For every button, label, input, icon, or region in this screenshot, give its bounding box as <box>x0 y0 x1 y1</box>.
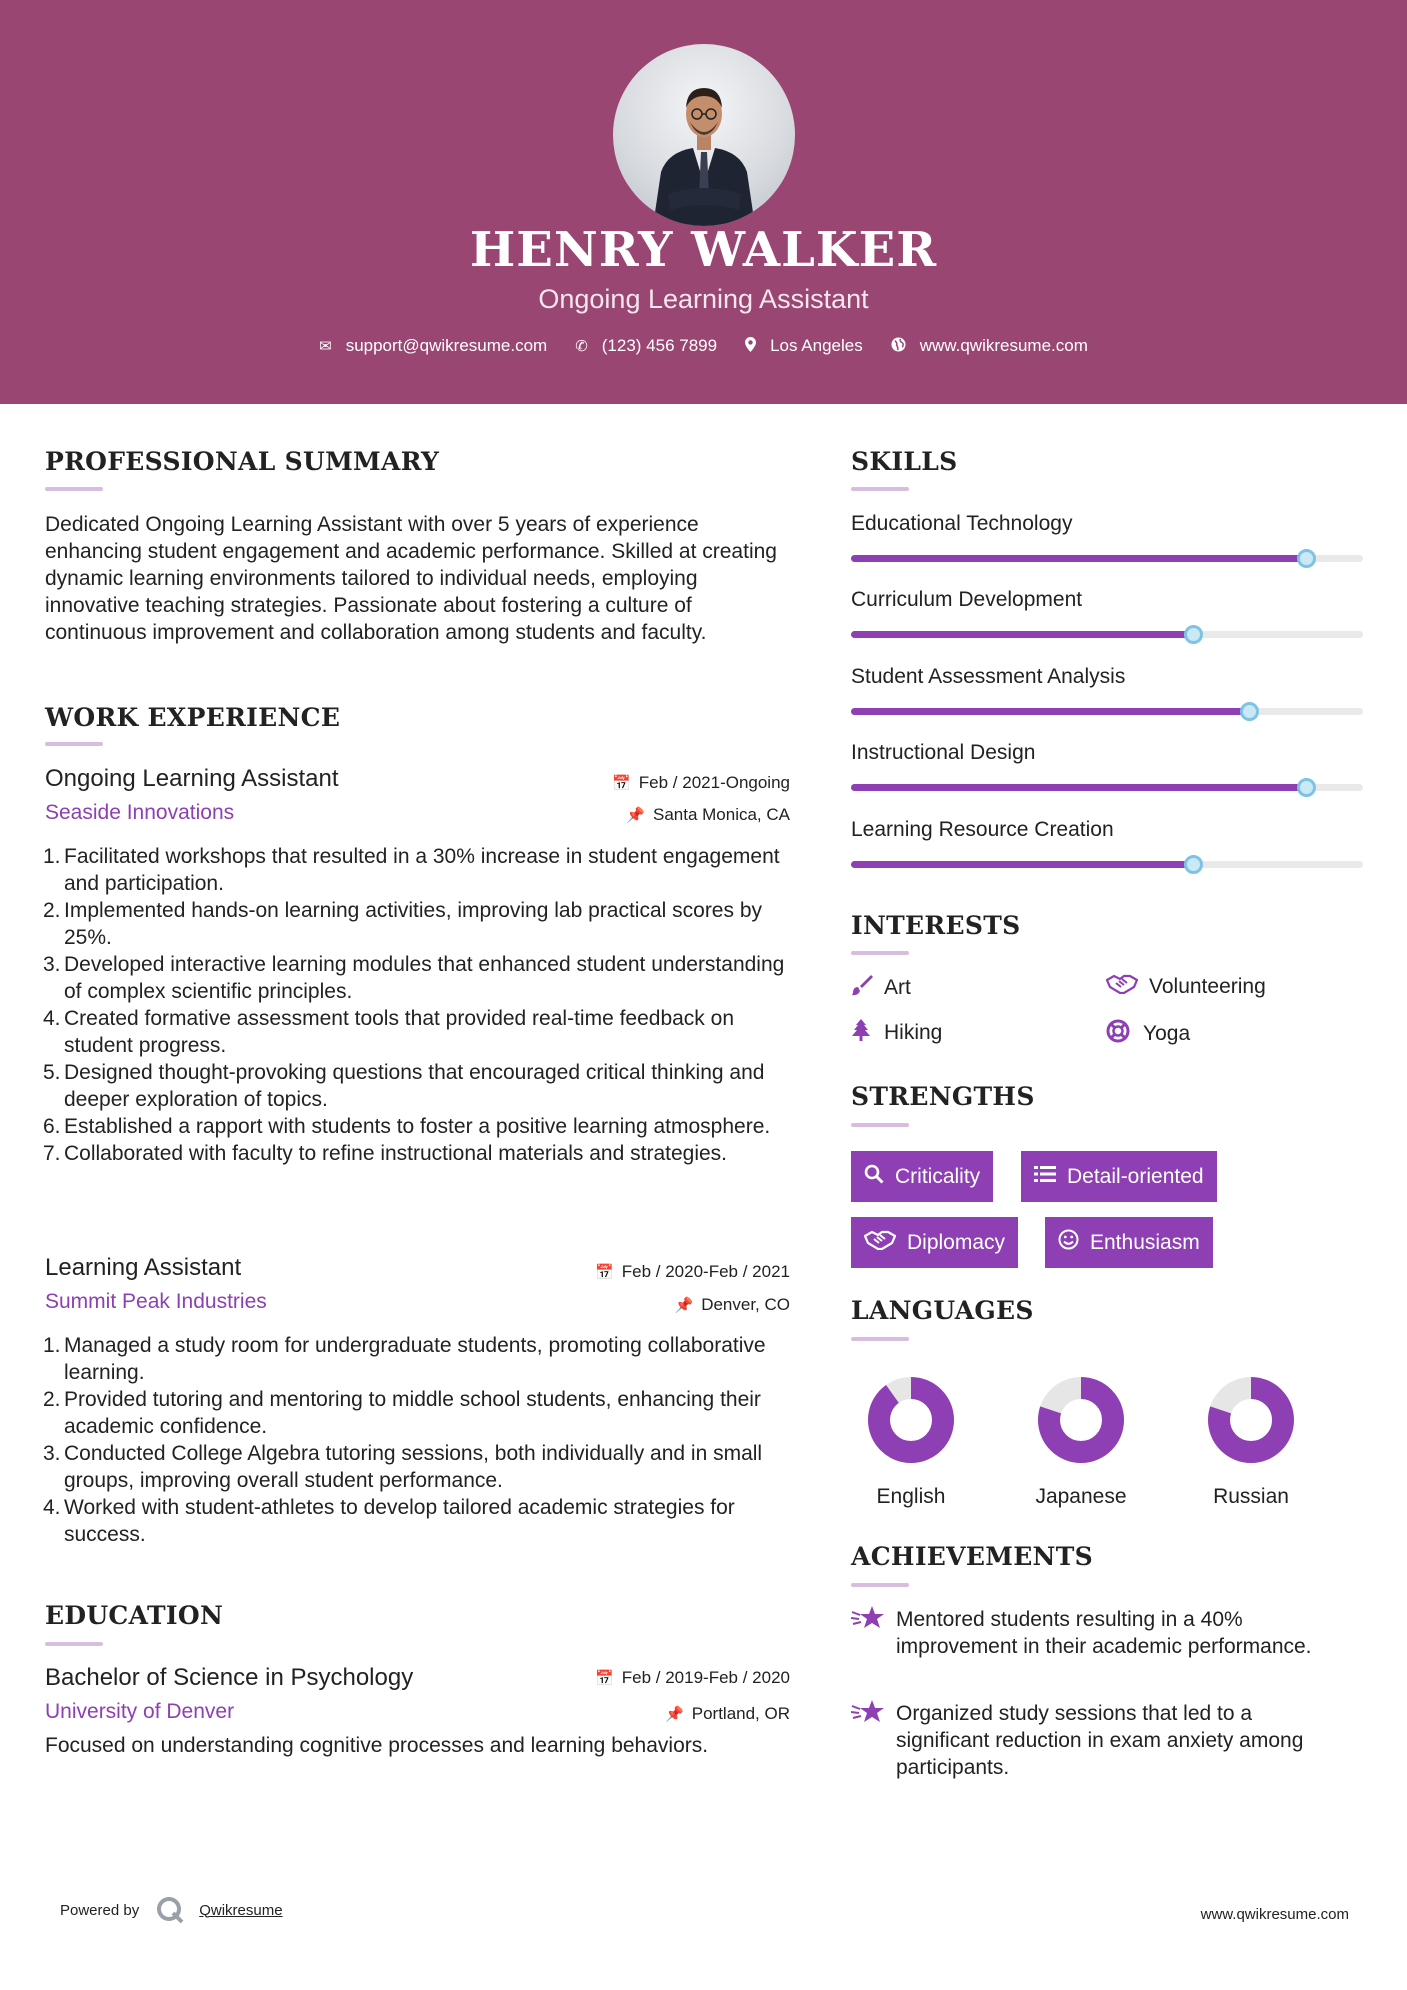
list-item: 7. Collaborated with faculty to refine instructional materials and strategies. <box>43 1142 727 1165</box>
skill-knob <box>1240 702 1259 721</box>
smile-icon <box>1058 1229 1079 1256</box>
website-text: www.qwikresume.com <box>919 336 1088 355</box>
calendar-icon: 📅 <box>595 1670 614 1687</box>
contact-website[interactable] <box>891 336 1088 356</box>
pushpin-icon: 📌 <box>674 1297 694 1314</box>
powered-by-text: Powered by <box>60 1901 140 1919</box>
skill-bar <box>851 708 1363 715</box>
education-description: Focused on understanding cognitive processes and learning behaviors. <box>45 1734 709 1757</box>
language-label: Japanese <box>1035 1485 1127 1508</box>
skill-item <box>851 741 1363 765</box>
skill-label: Student Assessment Analysis <box>851 665 1126 688</box>
skill-label: Curriculum Development <box>851 588 1083 611</box>
footer-url[interactable]: www.qwikresume.com <box>1200 1906 1349 1923</box>
interest-item: Hiking <box>851 1019 942 1047</box>
list-item: 2. Implemented hands-on learning activities, improving lab practical scores by 25%. <box>43 899 763 949</box>
interest-item: Volunteering <box>1106 974 1266 1000</box>
education-heading: EDUCATION <box>45 1601 224 1630</box>
language-label: English <box>876 1485 946 1508</box>
job-location: 📌 Denver, CO <box>674 1295 790 1314</box>
job-title: Ongoing Learning Assistant <box>45 765 339 792</box>
handshake-icon <box>864 1230 896 1256</box>
handshake-icon <box>1106 974 1149 1000</box>
summary-rule <box>45 487 103 491</box>
pushpin-icon: 📌 <box>665 1706 684 1723</box>
job-bullets <box>45 843 790 1167</box>
contact-bar <box>0 336 1407 356</box>
list-item: 5. Designed thought-provoking questions that encouraged critical thinking and deeper exploration of topics. <box>43 1061 765 1111</box>
skills-heading: SKILLS <box>851 447 958 476</box>
strength-tag: Enthusiasm <box>1045 1217 1213 1268</box>
summary-text: Dedicated Ongoing Learning Assistant with over 5 years of experience enhancing student engagement and academic performance. Skilled at creating dynamic learning environments tailored to individual needs, employing innovative teaching strategies. Passionate about fostering a culture of continuous improvement and collaboration among students and faculty. <box>45 513 777 644</box>
skill-bar <box>851 784 1363 791</box>
language-donut <box>1206 1375 1296 1465</box>
languages-heading: LANGUAGES <box>851 1296 1034 1325</box>
skill-bar <box>851 861 1363 868</box>
interest-item: Art <box>851 974 911 1002</box>
interests-heading: INTERESTS <box>851 911 1021 940</box>
paintbrush-icon <box>851 974 884 1002</box>
skill-bar <box>851 631 1363 638</box>
skill-label: Educational Technology <box>851 512 1073 535</box>
skill-bar <box>851 555 1363 562</box>
envelope-icon: ✉ <box>319 338 332 355</box>
achievement-item: Organized study sessions that led to a significant reduction in exam anxiety among participants. <box>851 1700 1331 1781</box>
job-company: Seaside Innovations <box>45 801 235 824</box>
job-location: 📌 Santa Monica, CA <box>626 805 790 824</box>
contact-location <box>745 336 863 356</box>
school-name: University of Denver <box>45 1700 235 1723</box>
search-icon <box>864 1164 884 1190</box>
location-text: Los Angeles <box>770 336 863 355</box>
skill-knob <box>1184 625 1203 644</box>
contact-email[interactable] <box>319 336 547 356</box>
language-donut <box>1036 1375 1126 1465</box>
job-company: Summit Peak Industries <box>45 1290 267 1313</box>
achievements-heading: ACHIEVEMENTS <box>851 1542 1093 1571</box>
achievement-item: Mentored students resulting in a 40% improvement in their academic performance. <box>851 1606 1331 1660</box>
skill-item <box>851 665 1363 689</box>
skills-rule <box>851 487 909 491</box>
candidate-title: Ongoing Learning Assistant <box>538 284 869 314</box>
globe-icon <box>891 337 906 356</box>
strength-tag: Detail-oriented <box>1021 1151 1217 1202</box>
interests-rule <box>851 951 909 955</box>
job-title: Learning Assistant <box>45 1254 242 1281</box>
shooting-star-icon <box>851 1604 896 1660</box>
job-entry <box>45 1254 790 1548</box>
phone-icon: ✆ <box>575 338 588 355</box>
profile-photo <box>613 44 795 226</box>
calendar-icon: 📅 <box>595 1264 614 1281</box>
strength-tag: Criticality <box>851 1151 993 1202</box>
list-item: 4. Created formative assessment tools that provided real-time feedback on student progress. <box>43 1007 735 1057</box>
skill-item <box>851 512 1363 536</box>
education-location: 📌 Portland, OR <box>665 1704 790 1723</box>
strength-tag: Diplomacy <box>851 1217 1018 1268</box>
list-item: 2. Provided tutoring and mentoring to middle school students, enhancing their academic confidence. <box>43 1388 761 1438</box>
education-rule <box>45 1642 103 1646</box>
language-item <box>1021 1375 1141 1509</box>
calendar-icon: 📅 <box>612 775 631 792</box>
pushpin-icon: 📌 <box>626 807 645 824</box>
experience-heading: WORK EXPERIENCE <box>45 703 341 732</box>
list-item: 1. Managed a study room for undergraduate students, promoting collaborative learning. <box>43 1334 766 1384</box>
list-item: 1. Facilitated workshops that resulted in a 30% increase in student engagement and participation. <box>43 845 780 895</box>
interest-item: Yoga <box>1106 1019 1190 1049</box>
skill-knob <box>1297 549 1316 568</box>
language-item <box>851 1375 971 1509</box>
experience-rule <box>45 742 103 746</box>
shooting-star-icon <box>851 1698 896 1781</box>
phone-text: (123) 456 7899 <box>601 336 718 355</box>
job-date: 📅 Feb / 2021-Ongoing <box>612 773 790 792</box>
list-icon <box>1034 1165 1056 1189</box>
skill-knob <box>1184 855 1203 874</box>
job-entry <box>45 765 790 1167</box>
skill-item <box>851 818 1363 842</box>
achievements-rule <box>851 1583 909 1587</box>
education-entry <box>45 1664 790 1759</box>
email-text: support@qwikresume.com <box>345 336 548 355</box>
list-item: 3. Developed interactive learning modules that enhanced student understanding of complex scientific principles. <box>43 953 785 1003</box>
qwikresume-logo <box>155 1895 185 1925</box>
summary-heading: PROFESSIONAL SUMMARY <box>45 447 440 476</box>
job-date: 📅 Feb / 2020-Feb / 2021 <box>595 1262 790 1281</box>
brand-link[interactable]: Qwikresume <box>199 1901 283 1919</box>
degree-title: Bachelor of Science in Psychology <box>45 1664 414 1691</box>
candidate-name: HENRY WALKER <box>469 222 938 278</box>
skill-label: Learning Resource Creation <box>851 818 1114 841</box>
tree-icon <box>851 1019 884 1047</box>
header-banner <box>0 0 1407 404</box>
map-marker-icon <box>745 337 756 356</box>
strengths-heading: STRENGTHS <box>851 1082 1035 1111</box>
language-item <box>1191 1375 1311 1509</box>
list-item: 6. Established a rapport with students to foster a positive learning atmosphere. <box>43 1115 771 1138</box>
strengths-rule <box>851 1123 909 1127</box>
language-donut <box>866 1375 956 1465</box>
education-date: 📅 Feb / 2019-Feb / 2020 <box>595 1668 790 1687</box>
list-item: 4. Worked with student-athletes to develop tailored academic strategies for success. <box>43 1496 735 1546</box>
languages-rule <box>851 1337 909 1341</box>
skill-knob <box>1297 778 1316 797</box>
language-label: Russian <box>1213 1485 1289 1508</box>
lifering-icon <box>1106 1019 1143 1049</box>
list-item: 3. Conducted College Algebra tutoring sessions, both individually and in small groups, improving overall student performance. <box>43 1442 763 1492</box>
skill-label: Instructional Design <box>851 741 1036 764</box>
contact-phone[interactable] <box>575 336 717 356</box>
job-bullets <box>45 1332 790 1548</box>
footer-powered-by <box>60 1895 283 1925</box>
skill-item <box>851 588 1363 612</box>
